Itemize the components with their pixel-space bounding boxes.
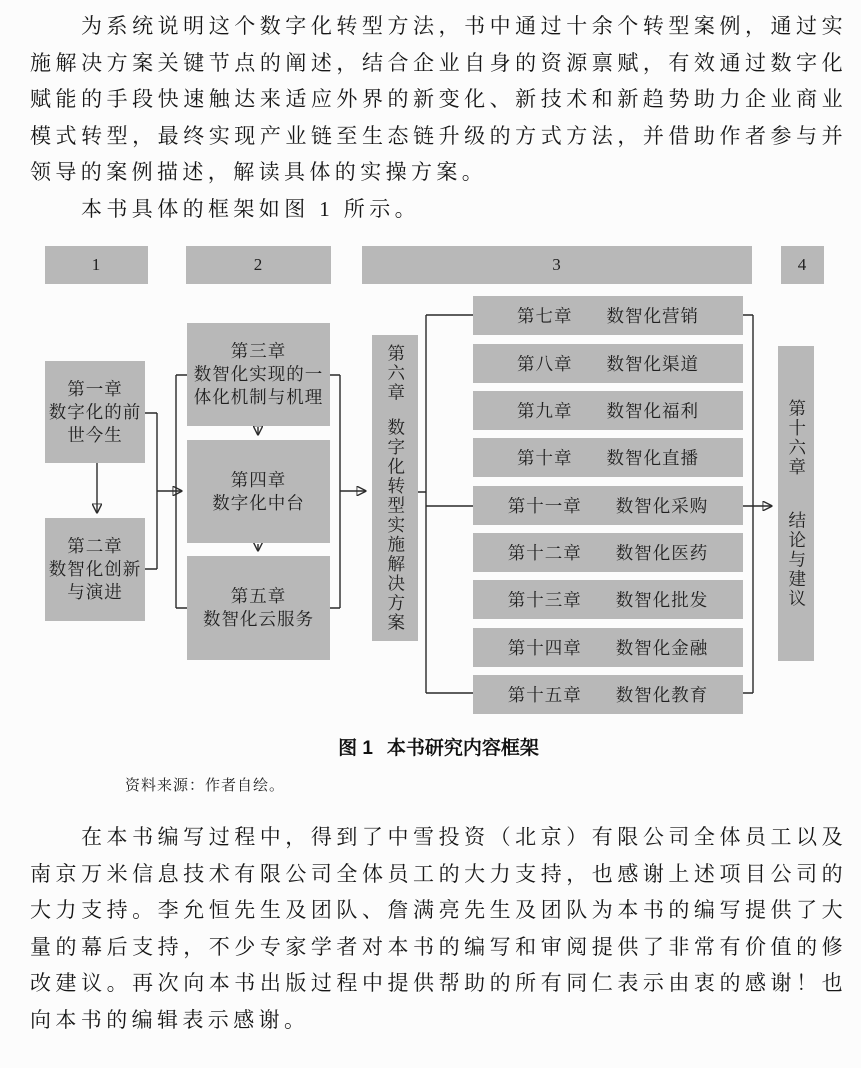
framework-diagram bbox=[0, 243, 861, 721]
chapter-box-1 bbox=[45, 361, 145, 463]
chapter-box-9 bbox=[473, 391, 743, 430]
box-line: 数智化实现的一 bbox=[193, 364, 324, 384]
chapter-box-11 bbox=[473, 486, 743, 525]
band-label-4: 4 bbox=[781, 246, 824, 284]
chapter-num: 第十一章 bbox=[507, 496, 582, 516]
acknowledgement-paragraph: 在本书编写过程中，得到了中雪投资（北京）有限公司全体员工以及南京万米信息技术有限公司全体员工的大力支持，也感谢上述项目公司的大力支持。李允恒先生及团队、詹满亮先生及团队为本书的编写提供了大量的幕后支持，不少专家学者对本书的编写和审阅提供了非常有价值的修改建议。再次向本书出版过程中提供帮助的所有同仁表示由衷的感谢！也向本书的编辑表示感谢。 bbox=[30, 825, 847, 1032]
figure-caption-text: 本书研究内容框架 bbox=[386, 738, 539, 759]
chapter-num: 第十二章 bbox=[507, 543, 582, 563]
figure-lead-paragraph: 本书具体的框架如图 1 所示。 bbox=[81, 196, 420, 221]
figure-caption bbox=[30, 733, 847, 760]
chapter-box-12 bbox=[473, 533, 743, 572]
box-line: 第五章 bbox=[230, 586, 287, 606]
figure-caption-label: 图 1 bbox=[338, 738, 373, 759]
chapter-num: 第十三章 bbox=[507, 590, 582, 610]
chapter-box-7 bbox=[473, 296, 743, 335]
chapter-num: 第十章 bbox=[517, 448, 573, 468]
box-line: 与演进 bbox=[67, 582, 123, 602]
chapter-title: 数智化直播 bbox=[606, 448, 699, 468]
box-line: 第二章 bbox=[67, 536, 123, 556]
chapter-title: 数智化批发 bbox=[615, 590, 709, 610]
chapter-title: 数智化营销 bbox=[606, 306, 699, 326]
box-line: 数智化云服务 bbox=[203, 609, 314, 629]
chapter-title: 数智化医药 bbox=[615, 543, 709, 563]
chapter-title: 数智化采购 bbox=[615, 496, 709, 516]
chapter-box-8 bbox=[473, 344, 743, 383]
intro-paragraph: 为系统说明这个数字化转型方法，书中通过十余个转型案例，通过实施解决方案关键节点的阐述，结合企业自身的资源禀赋，有效通过数字化赋能的手段快速触达来适应外界的新变化、新技术和新趋势助力企业商业模式转型，最终实现产业链至生态链升级的方式方法，并借助作者参与并领导的案例描述，解读具体的实操方案。 bbox=[30, 14, 847, 184]
chapter-num: 第十四章 bbox=[507, 638, 582, 658]
chapter-box-2 bbox=[45, 518, 145, 621]
chapter-box-5 bbox=[187, 556, 330, 660]
chapter-title: 数智化渠道 bbox=[606, 354, 699, 374]
band-label-3: 3 bbox=[362, 246, 752, 284]
band-label-1: 1 bbox=[45, 246, 148, 284]
chapter-num: 第十五章 bbox=[507, 685, 582, 705]
chapter-box-4 bbox=[187, 440, 330, 543]
box-line: 数字化的前 bbox=[48, 401, 142, 422]
box-line: 体化机制与机理 bbox=[193, 387, 324, 407]
chapter-num: 第八章 bbox=[517, 354, 573, 374]
chapter-num: 第九章 bbox=[517, 401, 573, 421]
chapter-box-6 bbox=[372, 335, 418, 641]
chapter-title: 数智化金融 bbox=[615, 638, 709, 658]
chapter-box-3 bbox=[187, 323, 330, 426]
chapter-title: 数字化转型实施解决方案 bbox=[385, 418, 406, 633]
figure-source: 资料来源：作者自绘。 bbox=[125, 778, 286, 794]
chapter-title: 数智化福利 bbox=[606, 401, 699, 421]
chapter-title: 结论与建议 bbox=[786, 510, 807, 609]
chapter-num: 第六章 bbox=[385, 343, 406, 402]
chapter-box-15 bbox=[473, 675, 743, 714]
band-label-2: 2 bbox=[186, 246, 331, 284]
chapter-box-13 bbox=[473, 580, 743, 619]
chapter-box-14 bbox=[473, 628, 743, 667]
chapter-num: 第七章 bbox=[517, 306, 573, 326]
chapter-num: 第十六章 bbox=[786, 398, 807, 477]
box-line: 第一章 bbox=[67, 378, 123, 399]
box-line: 数智化创新 bbox=[48, 559, 142, 579]
box-line: 第四章 bbox=[230, 469, 287, 490]
box-line: 数字化中台 bbox=[212, 492, 305, 513]
box-line: 世今生 bbox=[67, 424, 123, 445]
chapter-title: 数智化教育 bbox=[615, 685, 709, 705]
box-line: 第三章 bbox=[230, 341, 287, 361]
chapter-box-16 bbox=[778, 346, 814, 661]
chapter-box-10 bbox=[473, 438, 743, 477]
